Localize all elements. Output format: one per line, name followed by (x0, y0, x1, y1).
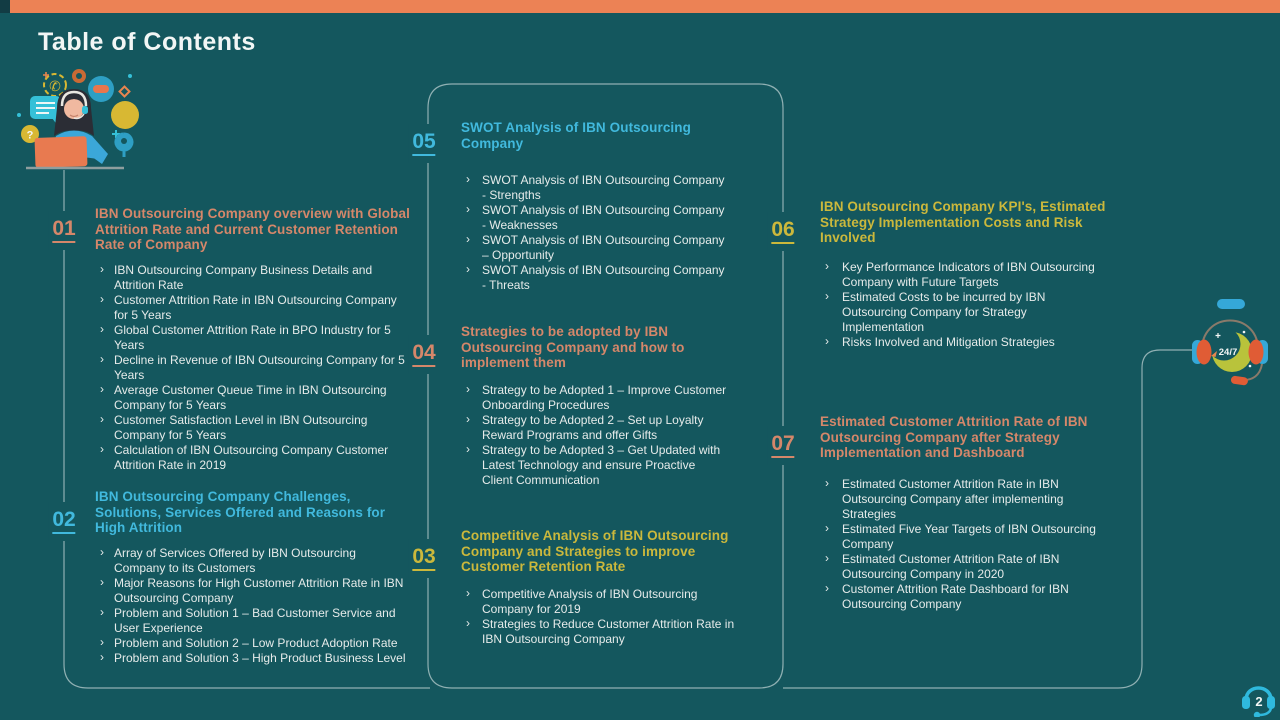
bullet-item: › Strategies to Reduce Customer Attrition Rate in IBN Outsourcing Company (466, 617, 746, 647)
badge-24-7: 24/7 (1218, 347, 1238, 358)
diamond-icon (120, 87, 130, 97)
bullet-item: › SWOT Analysis of IBN Outsourcing Company - Threats (466, 263, 729, 293)
bullet-item: › Estimated Costs to be incurred by IBN Outsourcing Company for Strategy Implementation (825, 290, 1097, 335)
page-number: 2 (1255, 694, 1263, 709)
bullet-item: › Major Reasons for High Customer Attrition Rate in IBN Outsourcing Company (100, 576, 410, 606)
mic-arm (1244, 364, 1262, 380)
bullet-item: › Customer Satisfaction Level in IBN Outsourcing Company for 5 Years (100, 413, 410, 443)
section-number-06: 06 (767, 212, 798, 251)
bullet-item: › Estimated Customer Attrition Rate of IBN Outsourcing Company in 2020 (825, 552, 1097, 582)
toc-section-05 (461, 120, 729, 293)
section-bullets (461, 173, 729, 293)
bullet-item: › Average Customer Queue Time in IBN Outsourcing Company for 5 Years (100, 383, 410, 413)
bullet-item: › Risks Involved and Mitigation Strategies (825, 335, 1097, 350)
bullet-item: › SWOT Analysis of IBN Outsourcing Company - Strengths (466, 173, 729, 203)
page-title: Table of Contents (38, 28, 256, 56)
bullet-item: › Customer Attrition Rate Dashboard for IBN Outsourcing Company (825, 582, 1097, 612)
section-bullets (461, 383, 729, 488)
section-bullets (820, 260, 1097, 350)
section-title: IBN Outsourcing Company KPI's, Estimated Strategy Implementation Costs and Risk Involved (820, 199, 1106, 245)
section-number-03: 03 (408, 539, 439, 578)
section-title: IBN Outsourcing Company overview with Global Attrition Rate and Current Customer Retention Rate of Company (95, 206, 410, 252)
bullet-item: › Array of Services Offered by IBN Outsourcing Company to its Customers (100, 546, 410, 576)
bullet-item: › Decline in Revenue of IBN Outsourcing Company for 5 Years (100, 353, 410, 383)
section-title: Competitive Analysis of IBN Outsourcing Company and Strategies to improve Customer Retention Rate (461, 528, 729, 574)
section-number-07: 07 (767, 426, 798, 465)
bullet-item: › IBN Outsourcing Company Business Details and Attrition Rate (100, 263, 410, 293)
svg-text:?: ? (26, 129, 34, 142)
bullet-item: › Global Customer Attrition Rate in BPO Industry for 5 Years (100, 323, 410, 353)
bullet-item: › Problem and Solution 2 – Low Product Adoption Rate (100, 636, 410, 651)
section-bullets (95, 546, 410, 666)
mic-tip (1230, 375, 1248, 385)
toc-section-01 (95, 206, 410, 473)
toc-section-02 (95, 489, 410, 666)
bullet-item: › Key Performance Indicators of IBN Outsourcing Company with Future Targets (825, 260, 1097, 290)
svg-text:✆: ✆ (49, 78, 61, 94)
left-ear-cup (1192, 340, 1212, 365)
headset-24-7-illustration (1180, 290, 1280, 400)
section-title: Strategies to be adopted by IBN Outsourcing Company and how to implement them (461, 324, 685, 370)
toc-section-04 (461, 324, 729, 488)
bullet-item: › Strategy to be Adopted 2 – Set up Loyalty Reward Programs and offer Gifts (466, 413, 729, 443)
bullet-item: › SWOT Analysis of IBN Outsourcing Company – Opportunity (466, 233, 729, 263)
section-number-02: 02 (48, 502, 79, 541)
section-number-04: 04 (408, 335, 439, 374)
page-number-badge (1238, 677, 1278, 717)
bullet-item: › Calculation of IBN Outsourcing Company Customer Attrition Rate in 2019 (100, 443, 410, 473)
toc-section-06 (820, 199, 1112, 350)
bullet-item: › Strategy to be Adopted 1 – Improve Customer Onboarding Procedures (466, 383, 729, 413)
donut-icon (74, 71, 84, 81)
section-title: SWOT Analysis of IBN Outsourcing Company (461, 120, 691, 151)
big-circle-icon (111, 101, 139, 129)
section-number-01: 01 (48, 211, 79, 250)
bullet-item: › Estimated Customer Attrition Rate in IBN Outsourcing Company after implementing Strategies (825, 477, 1097, 522)
toc-section-07 (820, 414, 1112, 612)
bullet-item: › Problem and Solution 3 – High Product Business Level (100, 651, 410, 666)
section-bullets (820, 477, 1097, 612)
bullet-item: › Competitive Analysis of IBN Outsourcing Company for 2019 (466, 587, 746, 617)
support-agent-illustration (12, 62, 162, 174)
section-title: Estimated Customer Attrition Rate of IBN Outsourcing Company after Strategy Implementation and Dashboard (820, 414, 1088, 460)
section-bullets (461, 587, 746, 647)
section-bullets (95, 263, 410, 473)
right-ear-cup (1249, 340, 1269, 365)
laptop-icon (34, 136, 87, 168)
section-number-05: 05 (408, 124, 439, 163)
pin-icon (116, 134, 132, 157)
bullet-item: › Customer Attrition Rate in IBN Outsourcing Company for 5 Years (100, 293, 410, 323)
bullet-item: › Estimated Five Year Targets of IBN Outsourcing Company (825, 522, 1097, 552)
bullet-item: › SWOT Analysis of IBN Outsourcing Company - Weaknesses (466, 203, 729, 233)
bullet-item: › Strategy to be Adopted 3 – Get Updated with Latest Technology and ensure Proactive Client Communication (466, 443, 729, 488)
toc-section-03 (461, 528, 746, 647)
bullet-item: › Problem and Solution 1 – Bad Customer Service and User Experience (100, 606, 410, 636)
section-title: IBN Outsourcing Company Challenges, Solutions, Services Offered and Reasons for High Attrition (95, 489, 386, 535)
dot-icon (128, 74, 132, 78)
